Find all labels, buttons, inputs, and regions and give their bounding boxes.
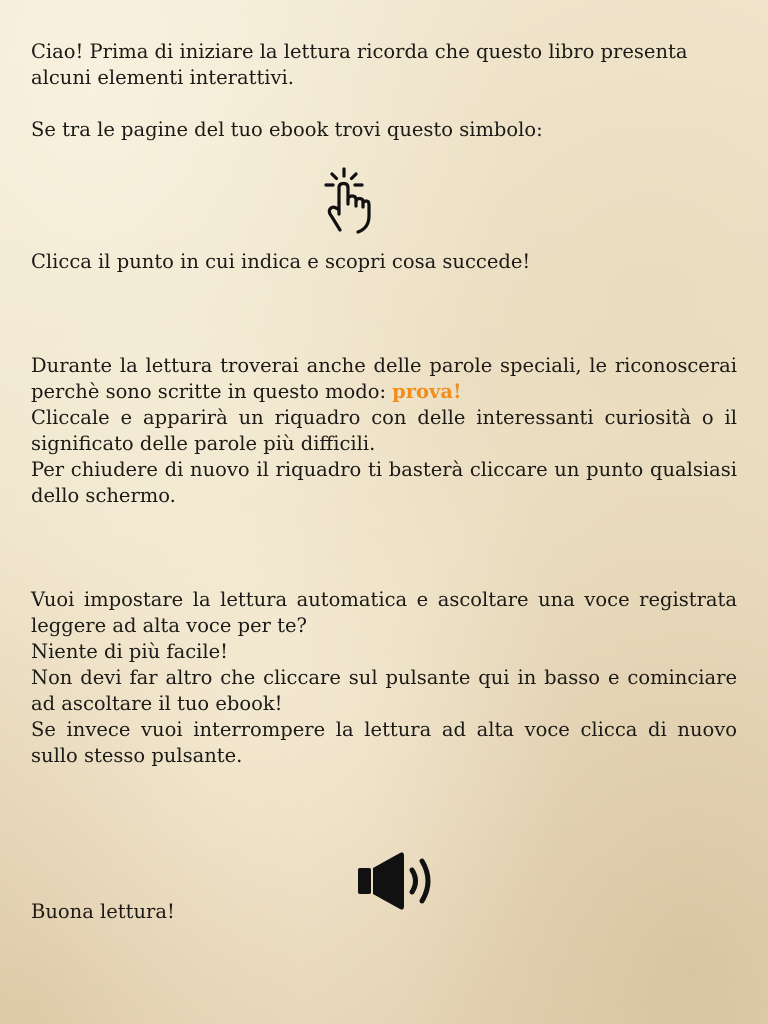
special-words-line-3: Cliccale e apparirà un riquadro con delle interessanti curiosità o il [31,406,737,429]
special-words-line-6: dello schermo. [31,484,176,507]
read-aloud-paragraph [31,587,737,769]
intro-line-1: Ciao! Prima di iniziare la lettura ricorda che questo libro presenta [31,40,688,63]
closing-text: Buona lettura! [31,900,175,923]
intro-line-2: alcuni elementi interattivi. [31,66,294,89]
read-aloud-line-2: leggere ad alta voce per te? [31,614,307,637]
tap-instruction-paragraph [31,249,737,275]
intro-paragraph [31,39,737,91]
read-aloud-line-6: Se invece vuoi interrompere la lettura ad alta voce clicca di nuovo [31,718,737,741]
special-words-line-1: Durante la lettura troverai anche delle parole speciali, le riconoscerai [31,354,737,377]
special-words-line-5: Per chiudere di nuovo il riquadro ti basterà cliccare un punto qualsiasi [31,458,737,481]
read-aloud-line-3: Niente di più facile! [31,640,228,663]
tap-instruction: Clicca il punto in cui indica e scopri cosa succede! [31,250,531,273]
read-aloud-line-1: Vuoi impostare la lettura automatica e ascoltare una voce registrata [31,588,737,611]
special-words-line-2: perchè sono scritte in questo modo: [31,380,387,403]
tap-hand-icon [318,164,374,236]
example-special-word[interactable]: prova! [392,380,462,403]
symbol-paragraph [31,117,737,143]
read-aloud-line-7: sullo stesso pulsante. [31,744,243,767]
special-words-line-4: significato delle parole più difficili. [31,432,376,455]
special-words-paragraph [31,353,737,509]
read-aloud-line-4: Non devi far altro che cliccare sul pulsante qui in basso e cominciare [31,666,737,689]
read-aloud-line-5: ad ascoltare il tuo ebook! [31,692,283,715]
symbol-text: Se tra le pagine del tuo ebook trovi questo simbolo: [31,118,543,141]
closing-paragraph [31,899,737,925]
